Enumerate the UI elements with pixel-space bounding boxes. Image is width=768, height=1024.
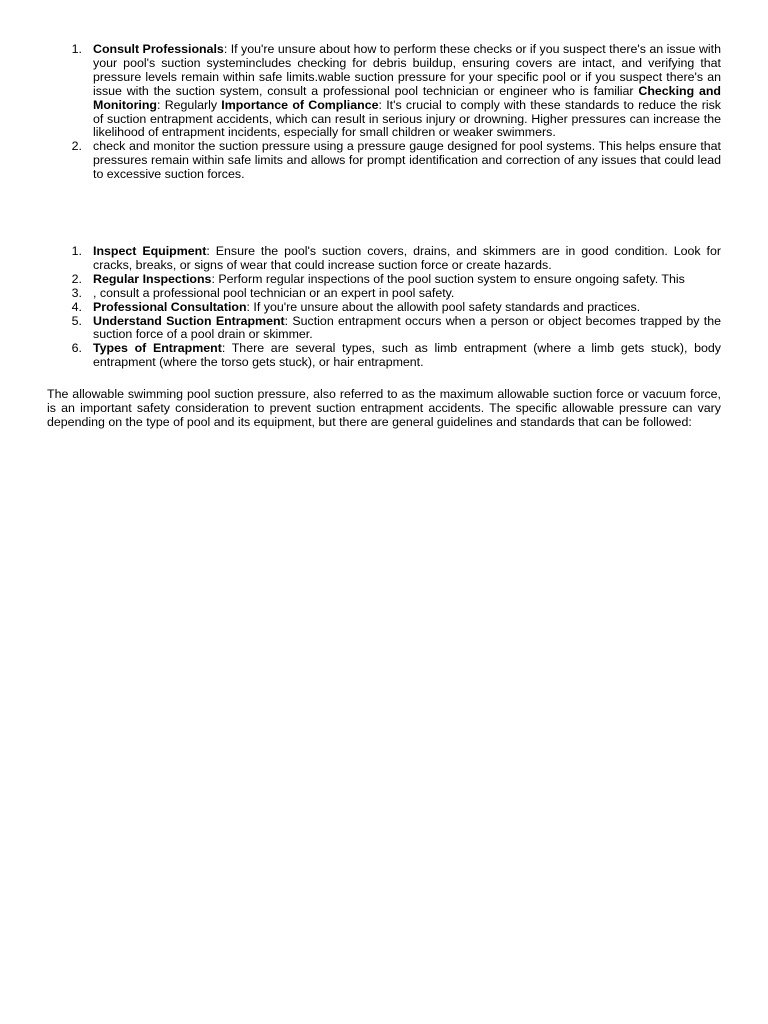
bold-heading: Checking and Monitoring [93, 83, 721, 112]
list-number: 1. [71, 244, 82, 258]
bold-heading: Professional Consultation [93, 299, 247, 314]
body-text: check and monitor the suction pressure using a pressure gauge designed for pool systems. This helps ensure that pressures remain within safe limits and allows for prompt identification and correction of any issues that could lead to excessive suction forces. [93, 139, 721, 182]
bold-heading: Importance of Compliance [221, 97, 379, 112]
bold-heading: Inspect Equipment [93, 244, 207, 258]
list-number: 3. [71, 285, 82, 300]
body-text: : There are several types, such as limb entrapment (where a limb gets stuck), body entrapment (where the torso gets stuck), or hair entrapment. [93, 341, 721, 370]
list-number: 6. [71, 341, 82, 356]
bold-heading: Consult Professionals [93, 42, 224, 56]
bold-heading: Regular Inspections [93, 271, 212, 286]
list-item [0, 43, 768, 140]
list-item [0, 301, 768, 315]
list-item [0, 287, 768, 301]
numbered-list-2 [0, 245, 768, 370]
body-text: : If you're unsure about how to perform these checks or if you suspect there's an issue with your pool's suction systemincludes checking for debris buildup, ensuring covers are intact, and verifying that pressure levels remain within safe limits.wable suction pressure for your specific pool or if you suspect there's an issue with the suction system, consult a professional pool technician or engineer who is familiar [93, 42, 721, 98]
list-item [0, 245, 768, 273]
list-number: 5. [71, 313, 82, 328]
body-text: , consult a professional pool technician or an expert in pool safety. [93, 285, 455, 300]
list-item [0, 315, 768, 343]
intro-paragraph: The allowable swimming pool suction pressure, also referred to as the maximum allowable suction force or vacuum force, is an important safety consideration to prevent suction entrapment accidents. The specific allowable pressure can vary depending on the type of pool and its equipment, but there are general guidelines and standards that can be followed: [47, 387, 721, 429]
list-number: 2. [71, 139, 82, 154]
body-text: : Ensure the pool's suction covers, drains, and skimmers are in good condition. Look for cracks, breaks, or signs of wear that could increase suction force or create hazards. [93, 244, 721, 272]
list-number: 2. [71, 271, 82, 286]
list-item [0, 140, 768, 182]
list-item [0, 342, 768, 370]
list-number: 4. [71, 299, 82, 314]
body-text: : Suction entrapment occurs when a person or object becomes trapped by the suction force of a pool drain or skimmer. [93, 313, 721, 342]
numbered-list-1 [0, 43, 768, 182]
bold-heading: Types of Entrapment [93, 341, 222, 356]
list-number: 1. [71, 42, 82, 56]
list-item [0, 273, 768, 287]
body-text: : Perform regular inspections of the pool suction system to ensure ongoing safety. This [211, 271, 685, 286]
bold-heading: Understand Suction Entrapment [93, 313, 285, 328]
body-text: : If you're unsure about the allowith pool safety standards and practices. [246, 299, 641, 314]
body-text: : Regularly [157, 97, 222, 112]
body-text: : It's crucial to comply with these standards to reduce the risk of suction entrapment accidents, which can result in serious injury or drowning. Higher pressures can increase the likelihood of entrapment incidents, especially for small children or weaker swimmers. [93, 97, 721, 140]
